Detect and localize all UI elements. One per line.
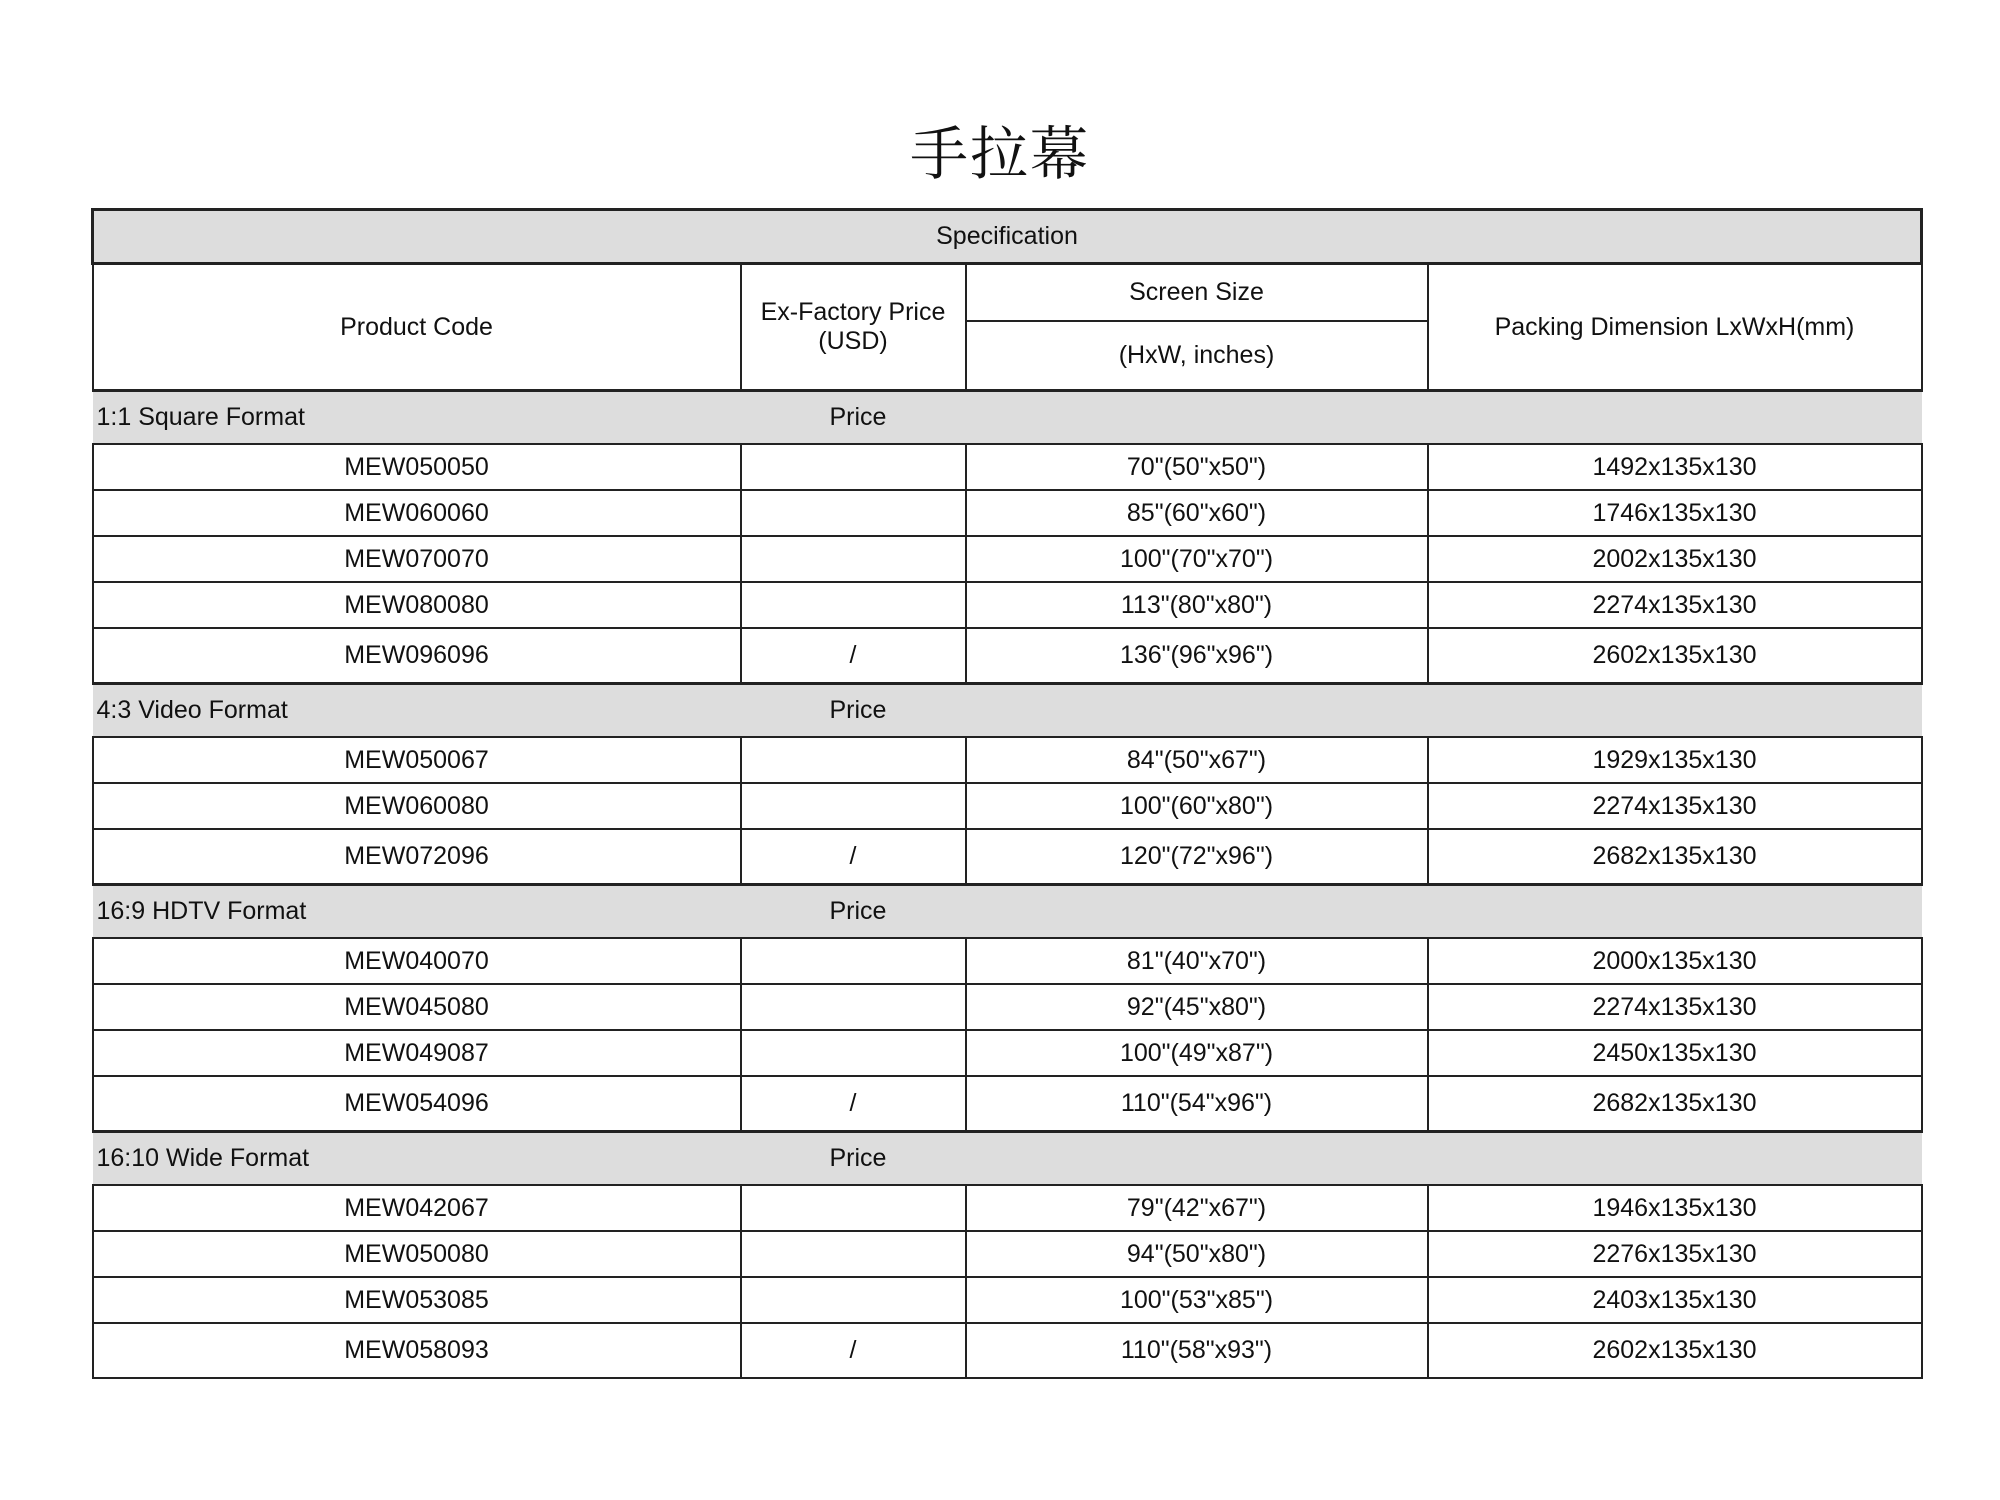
table-row (93, 582, 1922, 628)
packing-dimension-cell: 2450x135x130 (1428, 1030, 1922, 1076)
screen-size-cell: 113"(80"x80") (966, 582, 1428, 628)
price-cell (741, 582, 966, 628)
section-name: 1:1 Square Format (93, 391, 741, 445)
packing-dimension-header: Packing Dimension LxWxH(mm) (1428, 264, 1922, 391)
price-cell (741, 1231, 966, 1277)
section-price-label: Price (741, 1132, 1922, 1186)
product-code-cell: MEW050080 (93, 1231, 741, 1277)
column-header-row (93, 264, 1922, 322)
screen-size-cell: 100"(53"x85") (966, 1277, 1428, 1323)
product-code-cell: MEW054096 (93, 1076, 741, 1132)
section-price-label: Price (741, 391, 1922, 445)
price-cell (741, 1030, 966, 1076)
packing-dimension-cell: 2682x135x130 (1428, 829, 1922, 885)
packing-dimension-cell: 2274x135x130 (1428, 783, 1922, 829)
screen-size-cell: 110"(54"x96") (966, 1076, 1428, 1132)
product-code-cell: MEW060060 (93, 490, 741, 536)
price-cell (741, 536, 966, 582)
screen-size-cell: 100"(60"x80") (966, 783, 1428, 829)
product-code-cell: MEW042067 (93, 1185, 741, 1231)
screen-size-cell: 120"(72"x96") (966, 829, 1428, 885)
screen-size-cell: 94"(50"x80") (966, 1231, 1428, 1277)
screen-size-cell: 70"(50"x50") (966, 444, 1428, 490)
section-name: 4:3 Video Format (93, 684, 741, 738)
screen-size-cell: 79"(42"x67") (966, 1185, 1428, 1231)
screen-size-cell: 100"(49"x87") (966, 1030, 1428, 1076)
product-code-cell: MEW070070 (93, 536, 741, 582)
packing-dimension-cell: 2002x135x130 (1428, 536, 1922, 582)
screen-size-cell: 100"(70"x70") (966, 536, 1428, 582)
specification-label: Specification (93, 210, 1922, 264)
section-name: 16:9 HDTV Format (93, 885, 741, 939)
product-code-cell: MEW080080 (93, 582, 741, 628)
packing-dimension-cell: 2682x135x130 (1428, 1076, 1922, 1132)
price-cell (741, 444, 966, 490)
section-header-row (93, 885, 1922, 939)
screen-size-unit-header: (HxW, inches) (966, 321, 1428, 391)
table-row (93, 984, 1922, 1030)
table-row (93, 938, 1922, 984)
section-header-row (93, 391, 1922, 445)
packing-dimension-cell: 1492x135x130 (1428, 444, 1922, 490)
price-cell (741, 1277, 966, 1323)
price-cell (741, 938, 966, 984)
packing-dimension-cell: 2274x135x130 (1428, 582, 1922, 628)
screen-size-cell: 84"(50"x67") (966, 737, 1428, 783)
packing-dimension-cell: 2403x135x130 (1428, 1277, 1922, 1323)
section-header-row (93, 1132, 1922, 1186)
section-price-label: Price (741, 885, 1922, 939)
table-row (93, 829, 1922, 885)
table-row (93, 737, 1922, 783)
table-row (93, 1030, 1922, 1076)
product-code-cell: MEW045080 (93, 984, 741, 1030)
price-header (741, 264, 966, 391)
product-code-cell: MEW053085 (93, 1277, 741, 1323)
packing-dimension-cell: 2602x135x130 (1428, 628, 1922, 684)
specification-header-row (93, 210, 1922, 264)
price-cell (741, 783, 966, 829)
packing-dimension-cell: 2602x135x130 (1428, 1323, 1922, 1378)
packing-dimension-cell: 1946x135x130 (1428, 1185, 1922, 1231)
product-code-header: Product Code (93, 264, 741, 391)
specification-table (91, 208, 1923, 1379)
screen-size-cell: 110"(58"x93") (966, 1323, 1428, 1378)
screen-size-cell: 81"(40"x70") (966, 938, 1428, 984)
table-row (93, 1277, 1922, 1323)
screen-size-header: Screen Size (966, 264, 1428, 322)
page-title: 手拉幕 (909, 120, 1090, 188)
price-header-line2: (USD) (818, 327, 888, 355)
table-row (93, 1185, 1922, 1231)
section-header-row (93, 684, 1922, 738)
product-code-cell: MEW049087 (93, 1030, 741, 1076)
price-cell (741, 737, 966, 783)
screen-size-cell: 136"(96"x96") (966, 628, 1428, 684)
table-row (93, 783, 1922, 829)
packing-dimension-cell: 2276x135x130 (1428, 1231, 1922, 1277)
product-code-cell: MEW096096 (93, 628, 741, 684)
table-row (93, 1076, 1922, 1132)
table-row (93, 1323, 1922, 1378)
price-cell: / (741, 1076, 966, 1132)
price-cell (741, 1185, 966, 1231)
product-code-cell: MEW050067 (93, 737, 741, 783)
table-row (93, 536, 1922, 582)
table-row (93, 1231, 1922, 1277)
price-cell: / (741, 829, 966, 885)
price-cell (741, 490, 966, 536)
table-row (93, 628, 1922, 684)
packing-dimension-cell: 1746x135x130 (1428, 490, 1922, 536)
price-cell (741, 984, 966, 1030)
table-row (93, 444, 1922, 490)
packing-dimension-cell: 2000x135x130 (1428, 938, 1922, 984)
screen-size-cell: 85"(60"x60") (966, 490, 1428, 536)
table-row (93, 490, 1922, 536)
section-price-label: Price (741, 684, 1922, 738)
product-code-cell: MEW058093 (93, 1323, 741, 1378)
product-code-cell: MEW050050 (93, 444, 741, 490)
screen-size-cell: 92"(45"x80") (966, 984, 1428, 1030)
price-cell: / (741, 628, 966, 684)
price-cell: / (741, 1323, 966, 1378)
section-name: 16:10 Wide Format (93, 1132, 741, 1186)
packing-dimension-cell: 1929x135x130 (1428, 737, 1922, 783)
product-code-cell: MEW040070 (93, 938, 741, 984)
packing-dimension-cell: 2274x135x130 (1428, 984, 1922, 1030)
price-header-line1: Ex-Factory Price (760, 298, 946, 326)
product-code-cell: MEW072096 (93, 829, 741, 885)
product-code-cell: MEW060080 (93, 783, 741, 829)
